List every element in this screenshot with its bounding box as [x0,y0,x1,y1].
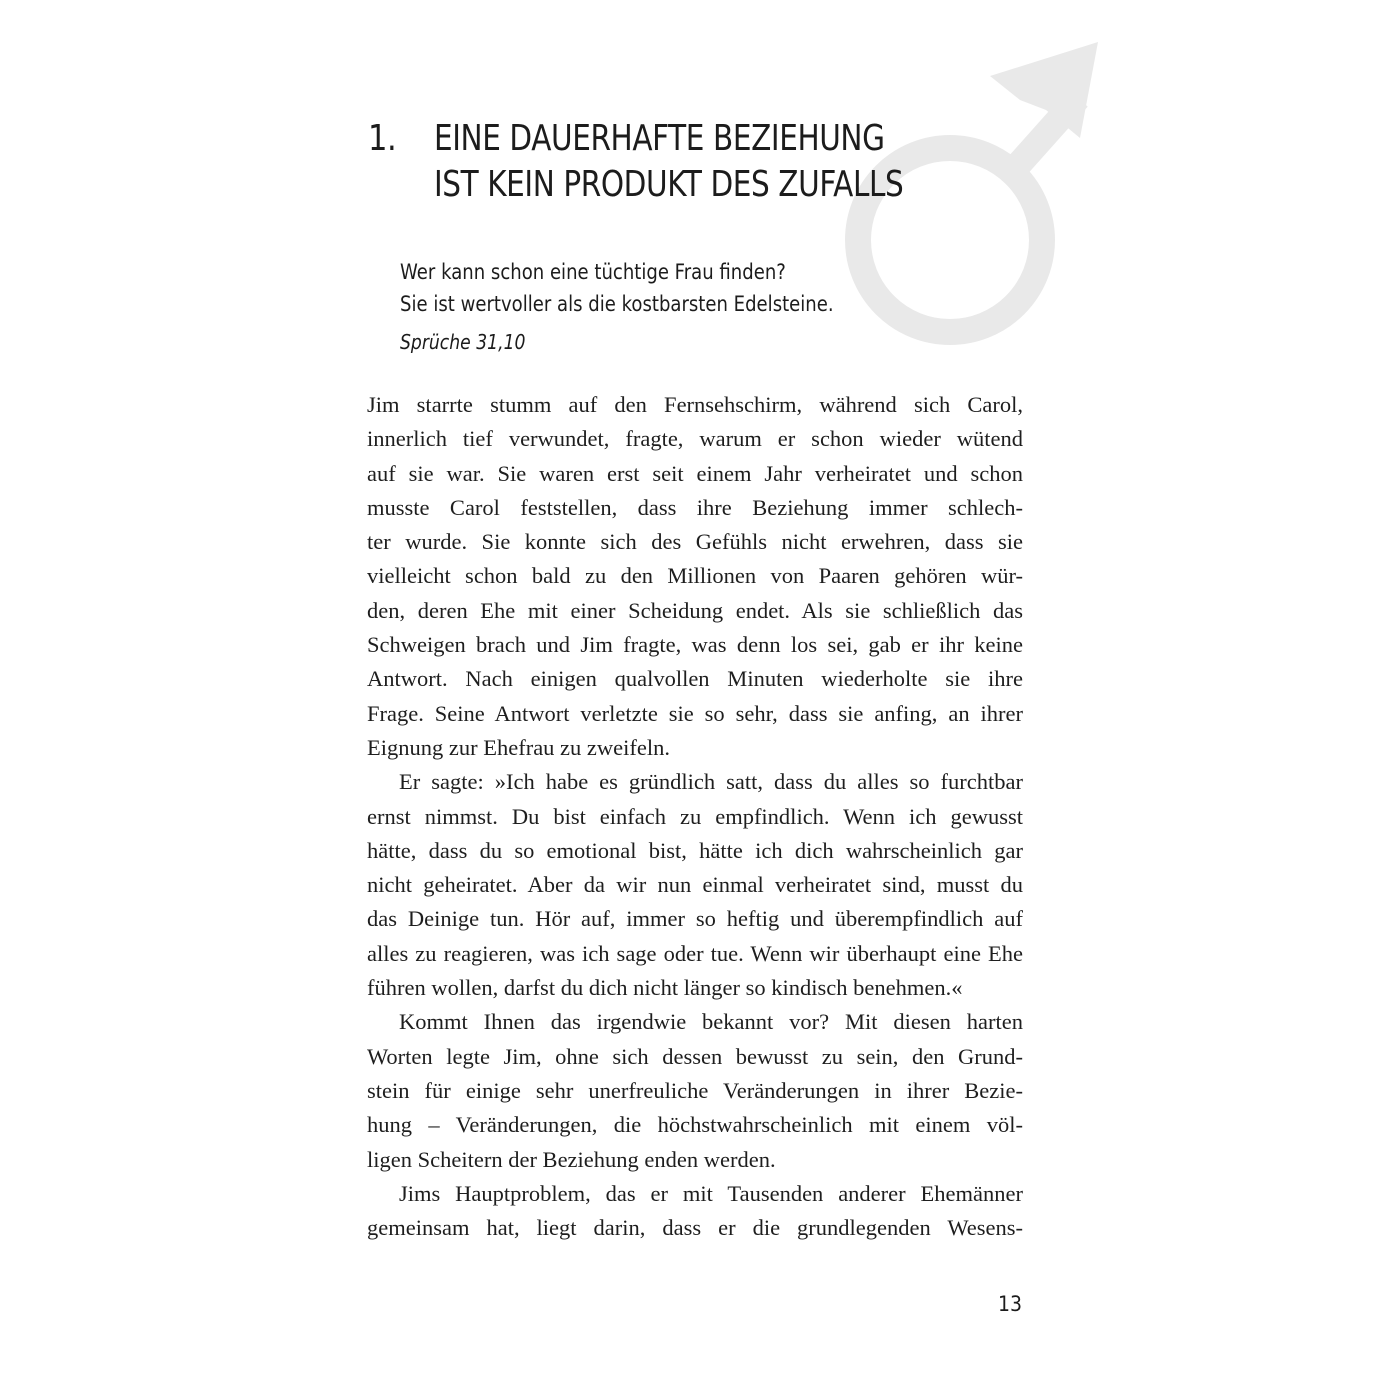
epigraph-line-2: Sie ist wertvoller als die kostbarsten Edelsteine. [400,292,834,316]
body-line: ernst nimmst. Du bist einfach zu empfindlich. Wenn ich gewusst [367,803,1023,829]
epigraph-line-1: Wer kann schon eine tüchtige Frau finden? [400,260,786,284]
body-line: innerlich tief verwundet, fragte, warum er schon wieder wütend [367,426,1023,452]
body-line: Er sagte: »Ich habe es gründlich satt, dass du alles so furchtbar [399,769,1023,795]
body-line: hung – Veränderungen, die höchstwahrscheinlich mit einem völ- [367,1112,1023,1138]
body-paragraph [367,1177,1023,1246]
chapter-title-line-2: IST KEIN PRODUKT DES ZUFALLS [434,164,904,205]
body-line: den, deren Ehe mit einer Scheidung endet. Als sie schließlich das [367,597,1023,623]
body-line: ter wurde. Sie konnte sich des Gefühls nicht erwehren, dass sie [367,529,1023,555]
body-line: alles zu reagieren, was ich sage oder tue. Wenn wir überhaupt eine Ehe [367,940,1023,966]
body-line: Worten legte Jim, ohne sich dessen bewusst zu sein, den Grund- [367,1043,1023,1069]
page-number: 13 [997,1292,1022,1316]
body-paragraph [367,388,1023,765]
body-line: hätte, dass du so emotional bist, hätte ich dich wahrscheinlich gar [367,837,1023,863]
body-line: vielleicht schon bald zu den Millionen von Paaren gehören wür- [367,563,1023,589]
body-line: führen wollen, darfst du dich nicht länger so kindisch benehmen.« [367,975,963,1001]
body-line: nicht geheiratet. Aber da wir nun einmal verheiratet sind, musst du [367,872,1023,898]
body-line: musste Carol feststellen, dass ihre Beziehung immer schlech- [367,494,1023,520]
body-line: Jims Hauptproblem, das er mit Tausenden anderer Ehemänner [399,1180,1023,1206]
body-line: gemeinsam hat, liegt darin, dass er die grundlegenden Wesens- [367,1215,1023,1241]
body-line: Jim starrte stumm auf den Fernsehschirm, während sich Carol, [367,392,1023,417]
body-line: Eignung zur Ehefrau zu zweifeln. [367,734,670,760]
body-paragraph [367,765,1023,1005]
chapter-heading [368,116,988,208]
body-line: das Deinige tun. Hör auf, immer so heftig und überempfindlich auf [367,906,1023,932]
epigraph-source: Sprüche 31,10 [400,330,526,354]
body-line: ligen Scheitern der Beziehung enden werden. [367,1146,776,1172]
chapter-number: 1. [368,118,397,159]
epigraph [400,256,960,356]
body-line: Frage. Seine Antwort verletzte sie so sehr, dass sie anfing, an ihrer [367,700,1023,726]
body-line: Antwort. Nach einigen qualvollen Minuten wiederholte sie ihre [367,666,1023,692]
body-line: Schweigen brach und Jim fragte, was denn los sei, gab er ihr keine [367,632,1023,658]
body-paragraph [367,1005,1023,1176]
chapter-title-line-1: EINE DAUERHAFTE BEZIEHUNG [434,118,885,159]
body-line: Kommt Ihnen das irgendwie bekannt vor? Mit diesen harten [399,1009,1023,1035]
body-line: auf sie war. Sie waren erst seit einem Jahr verheiratet und schon [367,460,1023,486]
body-text [367,388,1023,1245]
body-line: stein für einige sehr unerfreuliche Veränderungen in ihrer Bezie- [367,1077,1023,1103]
